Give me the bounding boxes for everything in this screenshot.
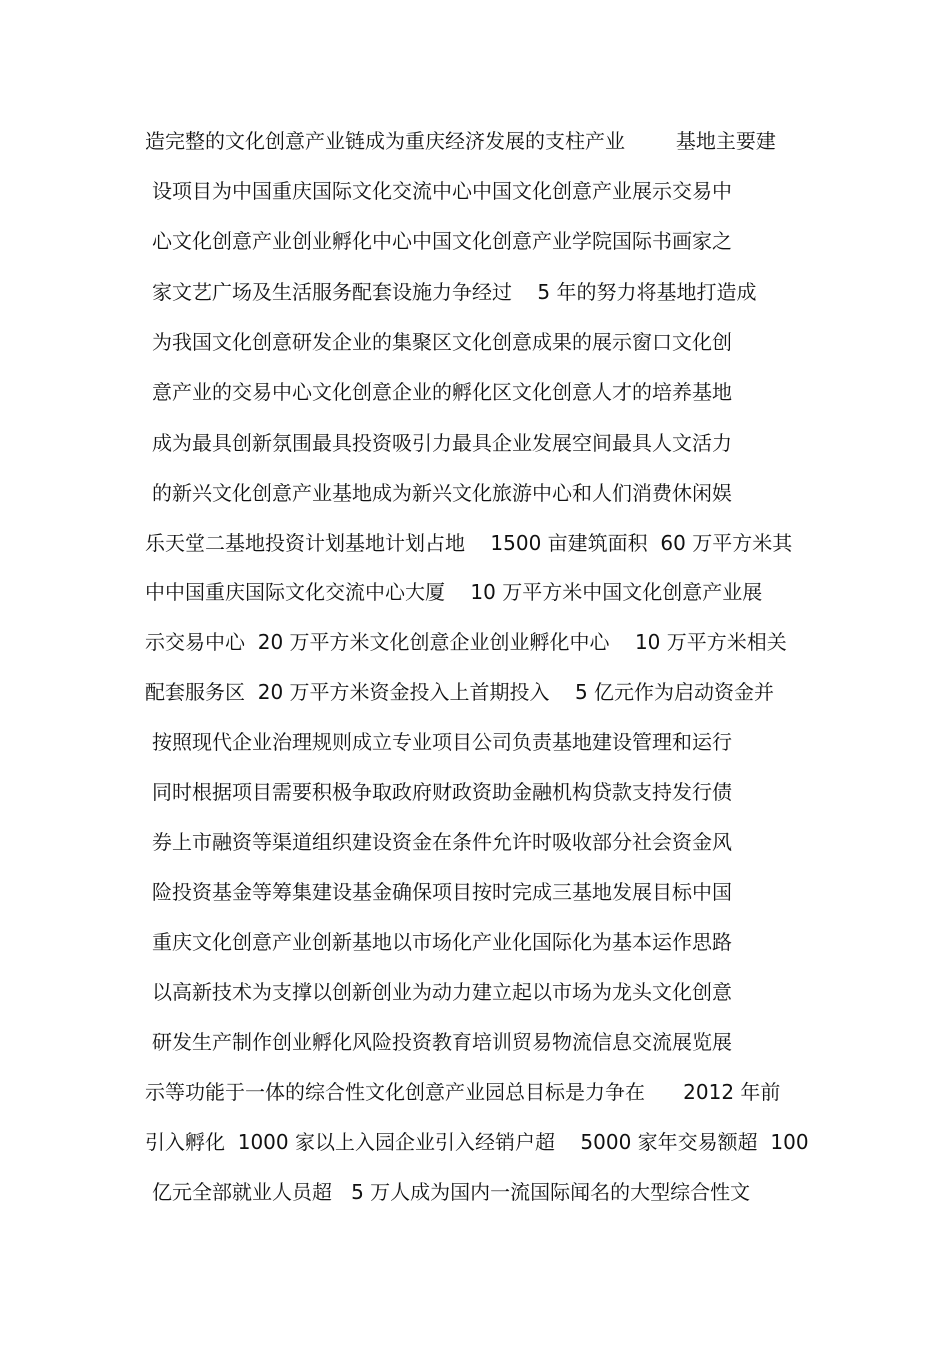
text-line: 亿元全部就业人员超 5 万人成为国内一流国际闻名的大型综合性文 — [152, 1180, 751, 1204]
text-line: 券上市融资等渠道组织建设资金在条件允许时吸收部分社会资金风 — [152, 830, 732, 854]
text-line: 研发生产制作创业孵化风险投资教育培训贸易物流信息交流展览展 — [152, 1030, 732, 1054]
text-line: 按照现代企业治理规则成立专业项目公司负责基地建设管理和运行 — [152, 730, 732, 754]
text-line: 的新兴文化创意产业基地成为新兴文化旅游中心和人们消费休闲娱 — [152, 481, 732, 505]
text-line: 同时根据项目需要积极争取政府财政资助金融机构贷款支持发行债 — [152, 780, 732, 804]
text-line: 心文化创意产业创业孵化中心中国文化创意产业学院国际书画家之 — [152, 229, 732, 253]
text-line: 配套服务区 20 万平方米资金投入上首期投入 5 亿元作为启动资金并 — [145, 680, 775, 704]
text-line: 造完整的文化创意产业链成为重庆经济发展的支柱产业 基地主要建 — [145, 129, 776, 153]
text-line: 乐天堂二基地投资计划基地计划占地 1500 亩建筑面积 60 万平方米其 — [145, 531, 793, 555]
text-line: 成为最具创新氛围最具投资吸引力最具企业发展空间最具人文活力 — [152, 431, 732, 455]
text-line: 示等功能于一体的综合性文化创意产业园总目标是力争在 2012 年前 — [145, 1080, 781, 1104]
text-line: 引入孵化 1000 家以上入园企业引入经销户超 5000 家年交易额超 100 — [145, 1130, 809, 1154]
text-line: 示交易中心 20 万平方米文化创意企业创业孵化中心 10 万平方米相关 — [145, 630, 787, 654]
text-line: 以高新技术为支撑以创新创业为动力建立起以市场为龙头文化创意 — [152, 980, 732, 1004]
text-line: 意产业的交易中心文化创意企业的孵化区文化创意人才的培养基地 — [152, 380, 732, 404]
text-line: 险投资基金等筹集建设基金确保项目按时完成三基地发展目标中国 — [152, 880, 732, 904]
text-line: 为我国文化创意研发企业的集聚区文化创意成果的展示窗口文化创 — [152, 330, 732, 354]
text-line: 家文艺广场及生活服务配套设施力争经过 5 年的努力将基地打造成 — [152, 280, 757, 304]
text-line: 重庆文化创意产业创新基地以市场化产业化国际化为基本运作思路 — [152, 930, 732, 954]
text-line: 中中国重庆国际文化交流中心大厦 10 万平方米中国文化创意产业展 — [145, 580, 763, 604]
text-line: 设项目为中国重庆国际文化交流中心中国文化创意产业展示交易中 — [152, 179, 732, 203]
